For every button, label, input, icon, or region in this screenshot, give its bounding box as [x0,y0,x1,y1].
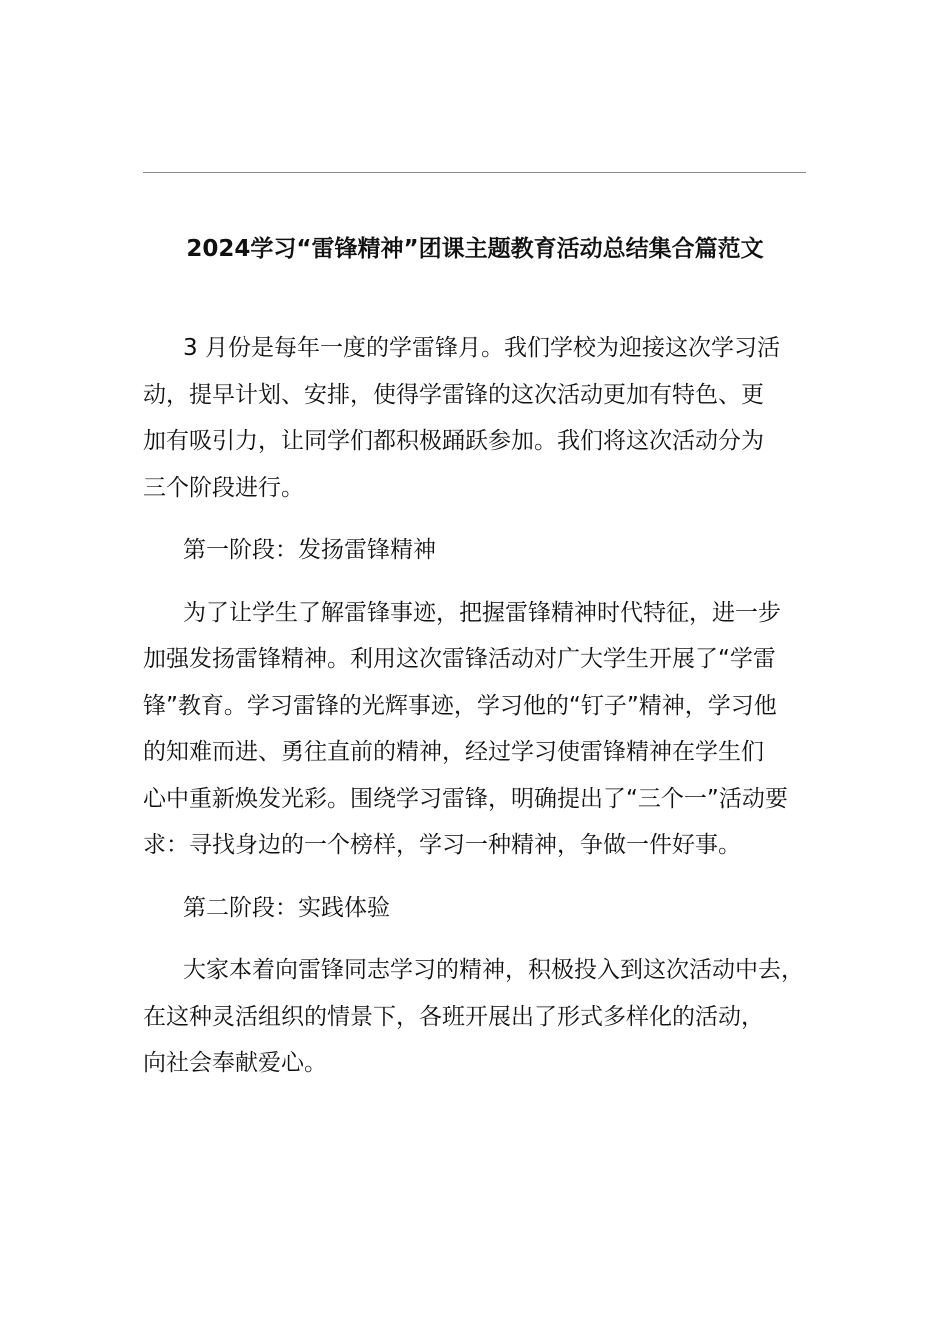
paragraph-stage-two [143,947,808,1087]
text-line: 在这种灵活组织的情景下，各班开展出了形式多样化的活动， [143,1003,764,1030]
text-line: 的知难而进、勇往直前的精神，经过学习使雷锋精神在学生们 [143,739,764,765]
header-divider [143,172,806,173]
text-line: 动，提早计划、安排，使得学雷锋的这次活动更加有特色、更 [143,381,764,408]
text-line: 心中重新焕发光彩。围绕学习雷锋，明确提出了“三个一”活动要 [143,785,788,812]
section-heading-stage-two [143,885,808,932]
text-line: 加强发扬雷锋精神。利用这次雷锋活动对广大学生开展了“学雷 [143,646,776,672]
text-line: 加有吸引力，让同学们都积极踊跃参加。我们将这次活动分为 [143,428,764,454]
document-body [143,325,808,1087]
text-line: 求：寻找身边的一个榜样，学习一种精神，争做一件好事。 [143,832,741,858]
text-line: 大家本着向雷锋同志学习的精神，积极投入到这次活动中去， [183,957,804,983]
paragraph-intro [143,325,808,511]
text-line: 为了让学生了解雷锋事迹，把握雷锋精神时代特征，进一步 [183,599,781,626]
paragraph-stage-one [143,590,808,869]
text-line: 向社会奉献爱心。 [143,1050,327,1076]
text-line: 锋”教育。学习雷锋的光辉事迹，学习他的“钉子”精神，学习他 [143,692,777,719]
document-title: 2024学习“雷锋精神”团课主题教育活动总结集合篇范文 [186,236,764,262]
text-line: 第二阶段：实践体验 [183,894,390,921]
text-line: 3 月份是每年一度的学雷锋月。我们学校为迎接这次学习活 [183,335,780,361]
section-heading-stage-one [143,527,808,574]
text-line: 第一阶段：发扬雷锋精神 [183,537,436,563]
text-line: 三个阶段进行。 [143,474,304,501]
